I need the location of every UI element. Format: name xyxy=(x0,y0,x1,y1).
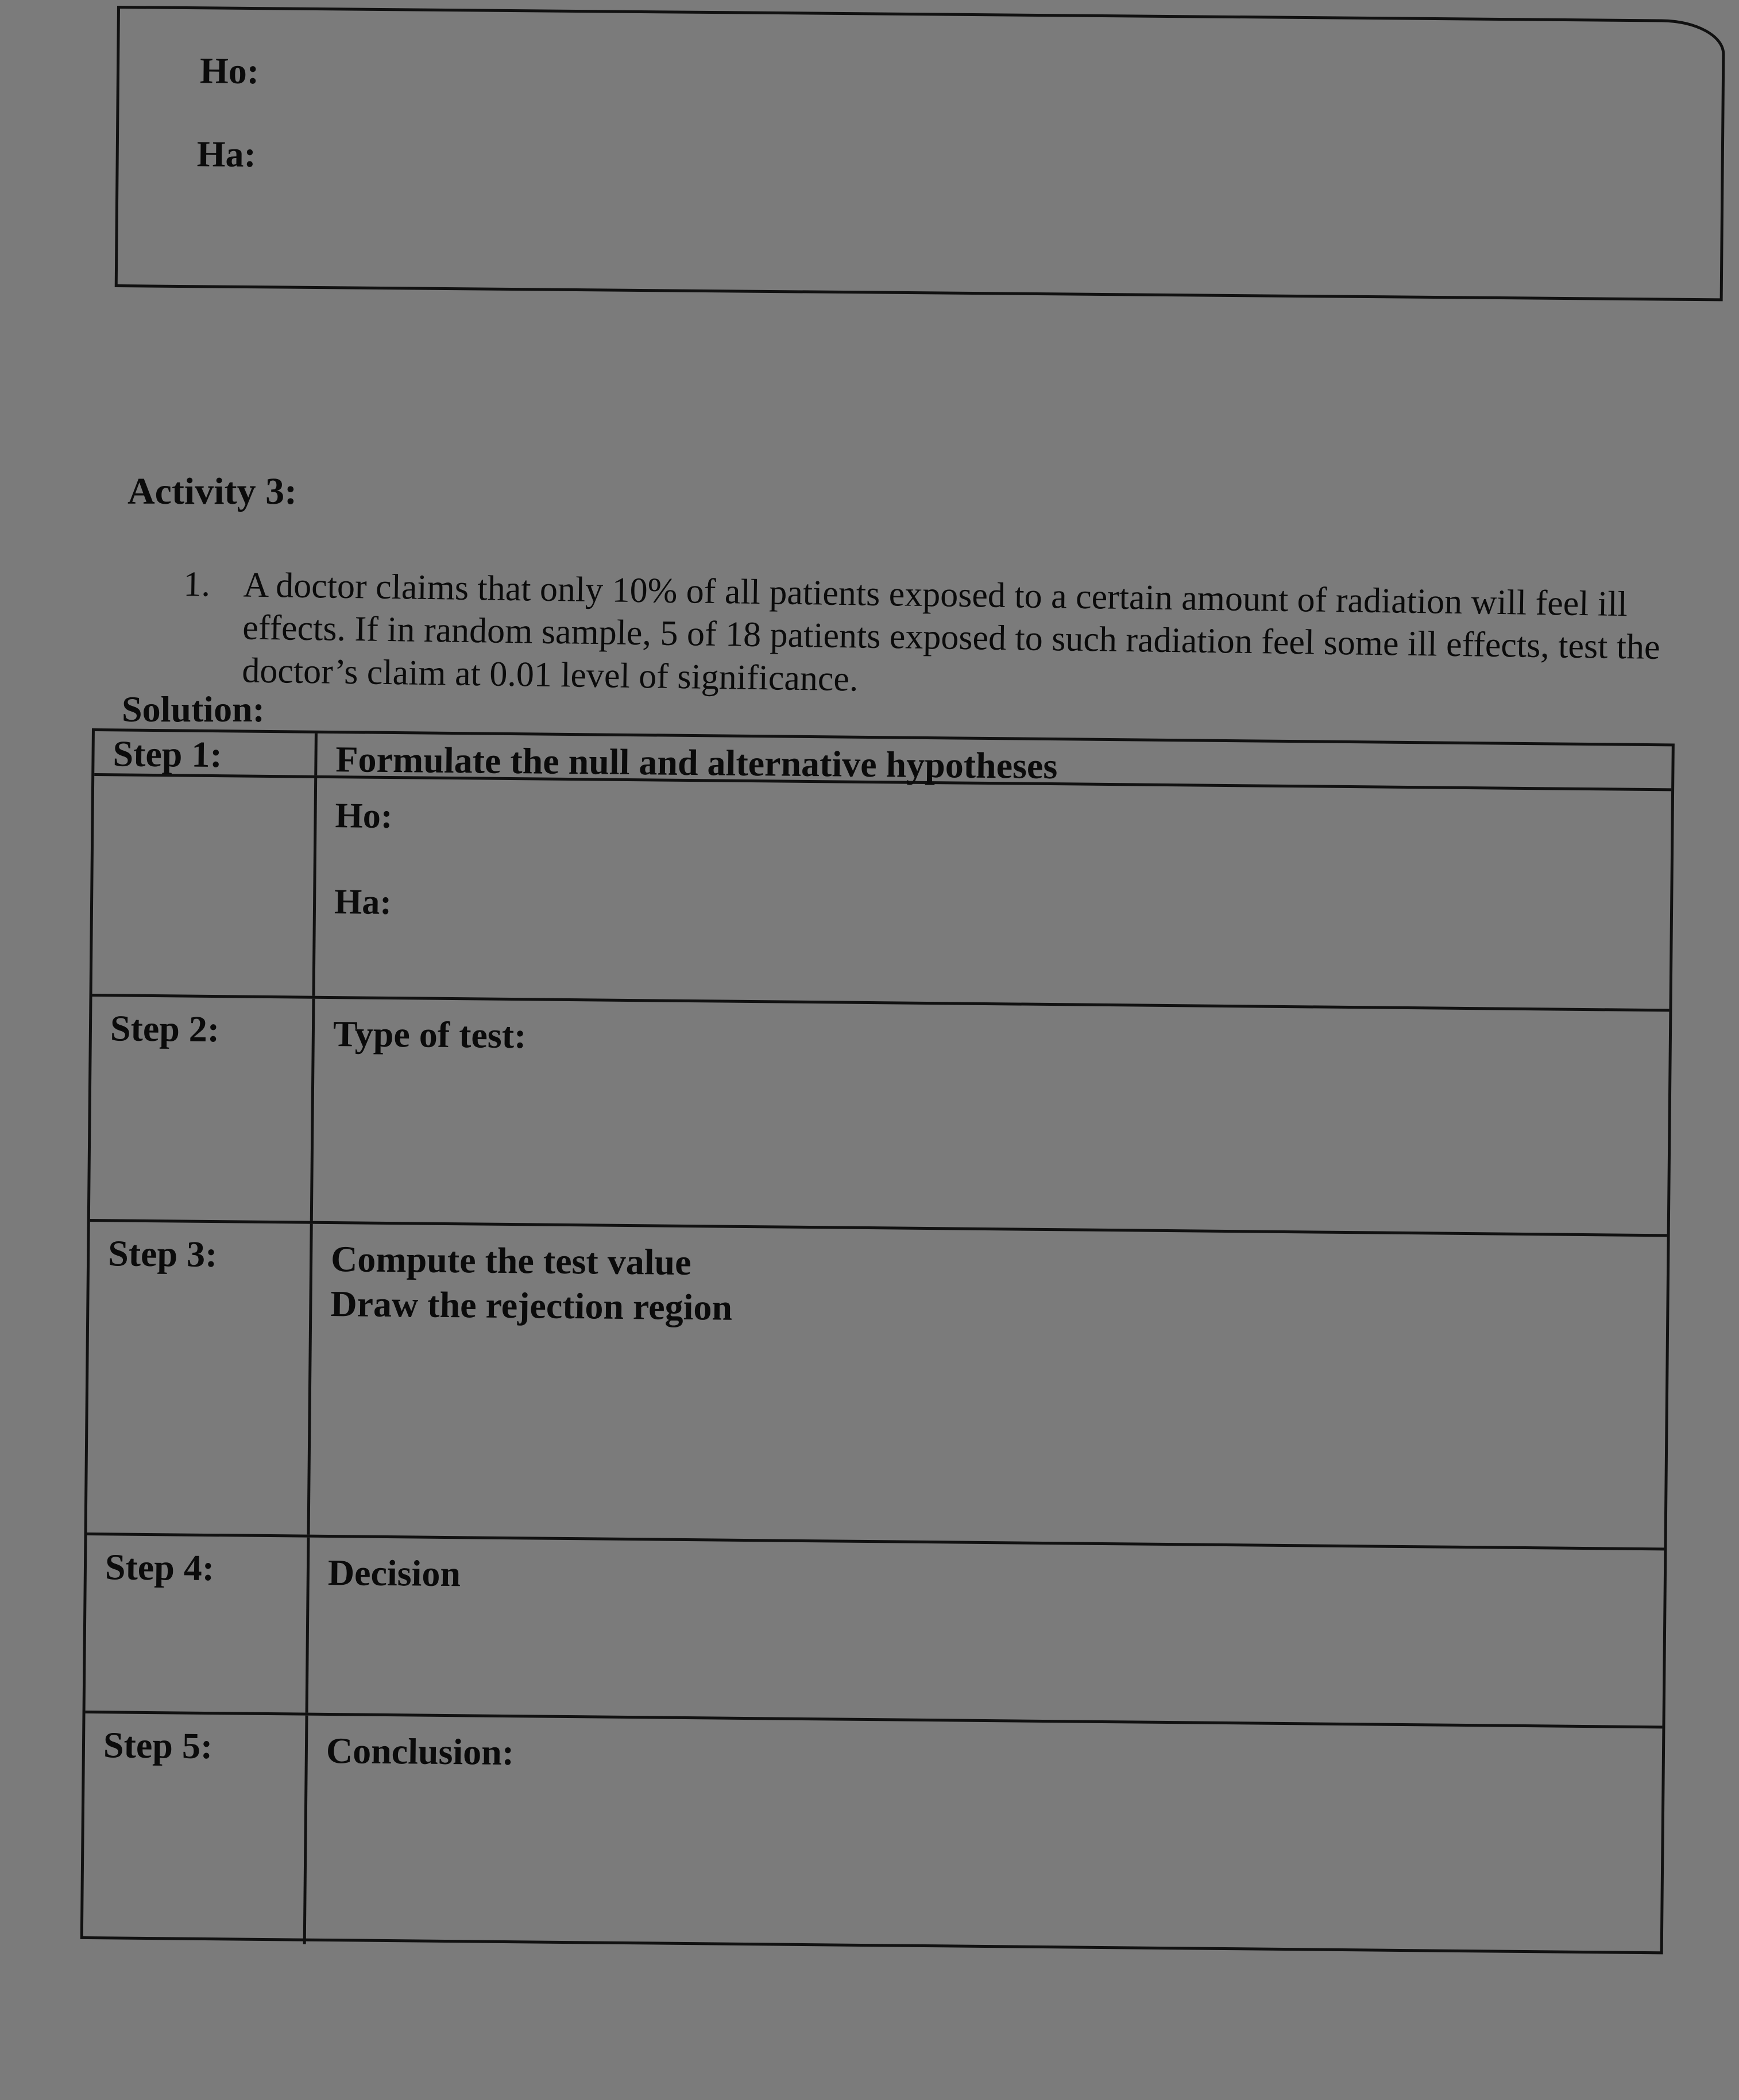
step1-label: Step 1: xyxy=(113,733,223,775)
step4-row xyxy=(86,1535,1664,1728)
step5-title: Conclusion: xyxy=(326,1730,515,1773)
step1-ha-label: Ha: xyxy=(334,882,392,922)
problem-text: A doctor claims that only 10% of all patients exposed to a certain amount of radiation will feel ill effects. If in random sample, 5 of 18 patients exposed to such radiation feel some ill effects, test the doctor’s claim at 0.01 level of significance. xyxy=(241,565,1661,699)
step4-title: Decision xyxy=(327,1552,461,1595)
step3-row xyxy=(87,1222,1667,1550)
activity-title: Activity 3: xyxy=(127,470,297,512)
problem-statement xyxy=(182,563,1706,712)
steps-table xyxy=(80,728,1675,1954)
ho-label: Ho: xyxy=(199,50,260,92)
step5-row xyxy=(83,1713,1663,1957)
step1-title: Formulate the null and alternative hypotheses xyxy=(335,739,1058,787)
hypothesis-box xyxy=(115,6,1725,301)
step2-row xyxy=(90,997,1670,1237)
step3-label: Step 3: xyxy=(107,1233,218,1275)
solution-label: Solution: xyxy=(122,689,265,729)
step5-label: Step 5: xyxy=(103,1724,213,1767)
step4-label: Step 4: xyxy=(105,1546,215,1589)
step2-label: Step 2: xyxy=(110,1007,220,1050)
problem-number: 1. xyxy=(183,564,211,604)
step2-title: Type of test: xyxy=(333,1013,527,1056)
step1-ho-label: Ho: xyxy=(335,796,393,836)
ha-label: Ha: xyxy=(196,133,257,175)
step3-title-line2: Draw the rejection region xyxy=(330,1283,733,1328)
step1-answer-row xyxy=(92,776,1672,1012)
step3-title-line1: Compute the test value xyxy=(330,1238,691,1283)
step3-title xyxy=(330,1237,733,1330)
